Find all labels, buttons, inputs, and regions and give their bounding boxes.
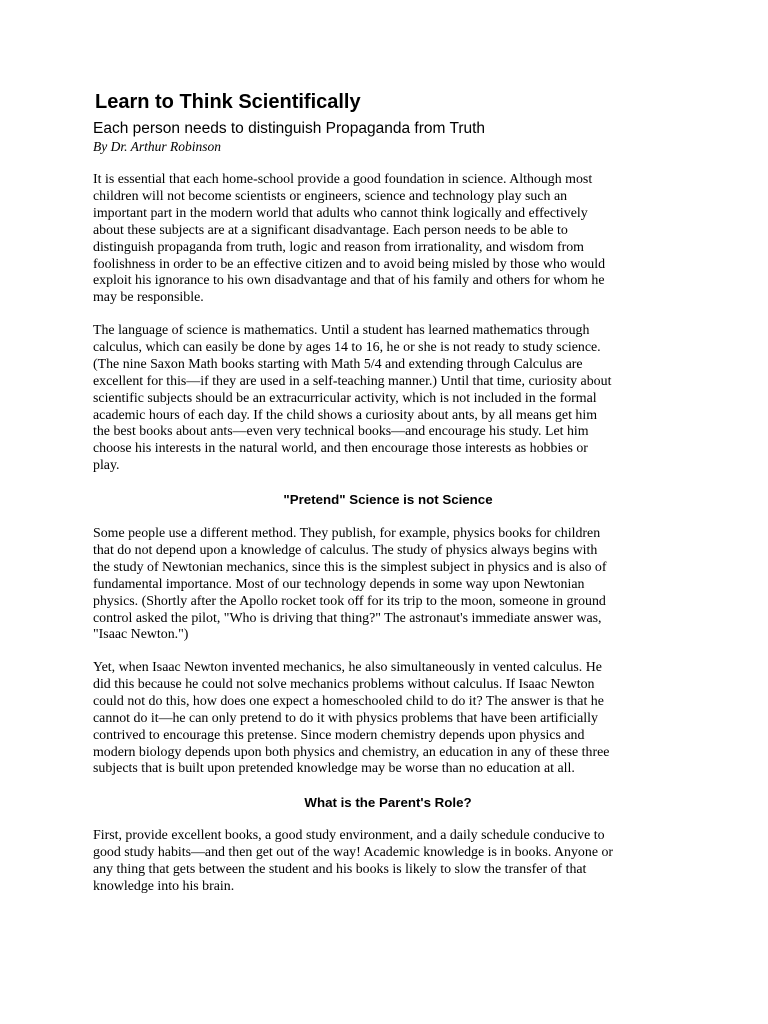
paragraph-line: "Isaac Newton.") [93,627,189,643]
paragraph-intro [93,172,693,307]
article-title: Learn to Think Scientifically [95,91,361,113]
paragraph-language-of-science [93,323,693,475]
paragraph-line: calculus, which can easily be done by ages 14 to 16, he or she is not ready to study science. [93,339,601,355]
paragraph-line: modern biology depends upon both physics and chemistry, an education in any of these three [93,744,610,760]
paragraph-line: It is essential that each home-school provide a good foundation in science. Although most [93,172,593,187]
paragraph-line: cannot do it—he can only pretend to do it with physics problems that have been artificially [93,710,598,726]
paragraph-line: excellent for this—if they are used in a self-teaching manner.) Until that time, curiosity about [93,373,612,389]
paragraph-line: Some people use a different method. They publish, for example, physics books for children [93,526,601,541]
paragraph-line: about these subjects are at a significant disadvantage. Each person needs to be able to [93,222,568,238]
paragraph-line: academic hours of each day. If the child shows a curiosity about ants, by all means get him [93,407,598,423]
paragraph-line: fundamental importance. Most of our technology depends in some way upon Newtonian [93,576,585,592]
paragraph-line: the study of Newtonian mechanics, since this is the simplest subject in physics and is also of [93,559,607,575]
paragraph-line: important part in the modern world that adults who cannot think logically and effectively [93,205,588,221]
paragraph-line: scientific subjects should be an extracurricular activity, which is not included in the formal [93,390,597,406]
paragraph-line: play. [93,458,120,474]
paragraph-line: The language of science is mathematics. Until a student has learned mathematics through [93,323,590,338]
paragraph-line: contrived to encourage this pretense. Since modern chemistry depends upon physics and [93,727,585,743]
section-heading-parents-role: What is the Parent's Role? [304,795,472,810]
paragraph-provide-books [93,828,693,896]
paragraph-line: First, provide excellent books, a good study environment, and a daily schedule conducive to [93,828,605,843]
paragraph-line: good study habits—and then get out of the way! Academic knowledge is in books. Anyone or [93,844,614,860]
paragraph-line: knowledge into his brain. [93,878,235,894]
paragraph-line: subjects that is built upon pretended knowledge may be worse than no education at all. [93,761,575,777]
article-byline: By Dr. Arthur Robinson [93,139,222,154]
paragraph-line: exploit his ignorance to his own disadvantage and that of his family and others for whom he [93,273,605,289]
paragraph-line: control asked the pilot, "Who is driving that thing?" The astronaut's immediate answer was, [93,610,602,626]
paragraph-line: physics. (Shortly after the Apollo rocket took off for its trip to the moon, someone in ground [93,593,606,609]
paragraph-line: could not do this, how does one expect a homeschooled child to do it? The answer is that he [93,693,604,709]
article-subtitle: Each person needs to distinguish Propaganda from Truth [93,120,486,137]
paragraph-isaac-newton [93,660,693,778]
paragraph-line: choose his interests in the natural world, and then encourage those interests as hobbies or [93,441,588,457]
section-heading-pretend-science: "Pretend" Science is not Science [283,492,493,507]
paragraph-line: may be responsible. [93,290,204,306]
paragraph-line: any thing that gets between the student and his books is likely to slow the transfer of that [93,861,587,877]
paragraph-line: that do not depend upon a knowledge of calculus. The study of physics always begins with [93,542,598,558]
paragraph-line: (The nine Saxon Math books starting with Math 5/4 and extending through Calculus are [93,356,583,372]
paragraph-newtonian-mechanics [93,526,693,644]
paragraph-line: did this because he could not solve mechanics problems without calculus. If Isaac Newton [93,676,595,692]
paragraph-line: the best books about ants—even very technical books—and encourage his study. Let him [93,424,589,440]
paragraph-line: children will not become scientists or engineers, science and technology play such an [93,188,568,204]
paragraph-line: Yet, when Isaac Newton invented mechanics, he also simultaneously in vented calculus. He [93,660,602,675]
paragraph-line: foolishness in order to be an effective citizen and to avoid being misled by those who would [93,256,606,272]
paragraph-line: distinguish propaganda from truth, logic and reason from irrationality, and wisdom from [93,239,584,255]
